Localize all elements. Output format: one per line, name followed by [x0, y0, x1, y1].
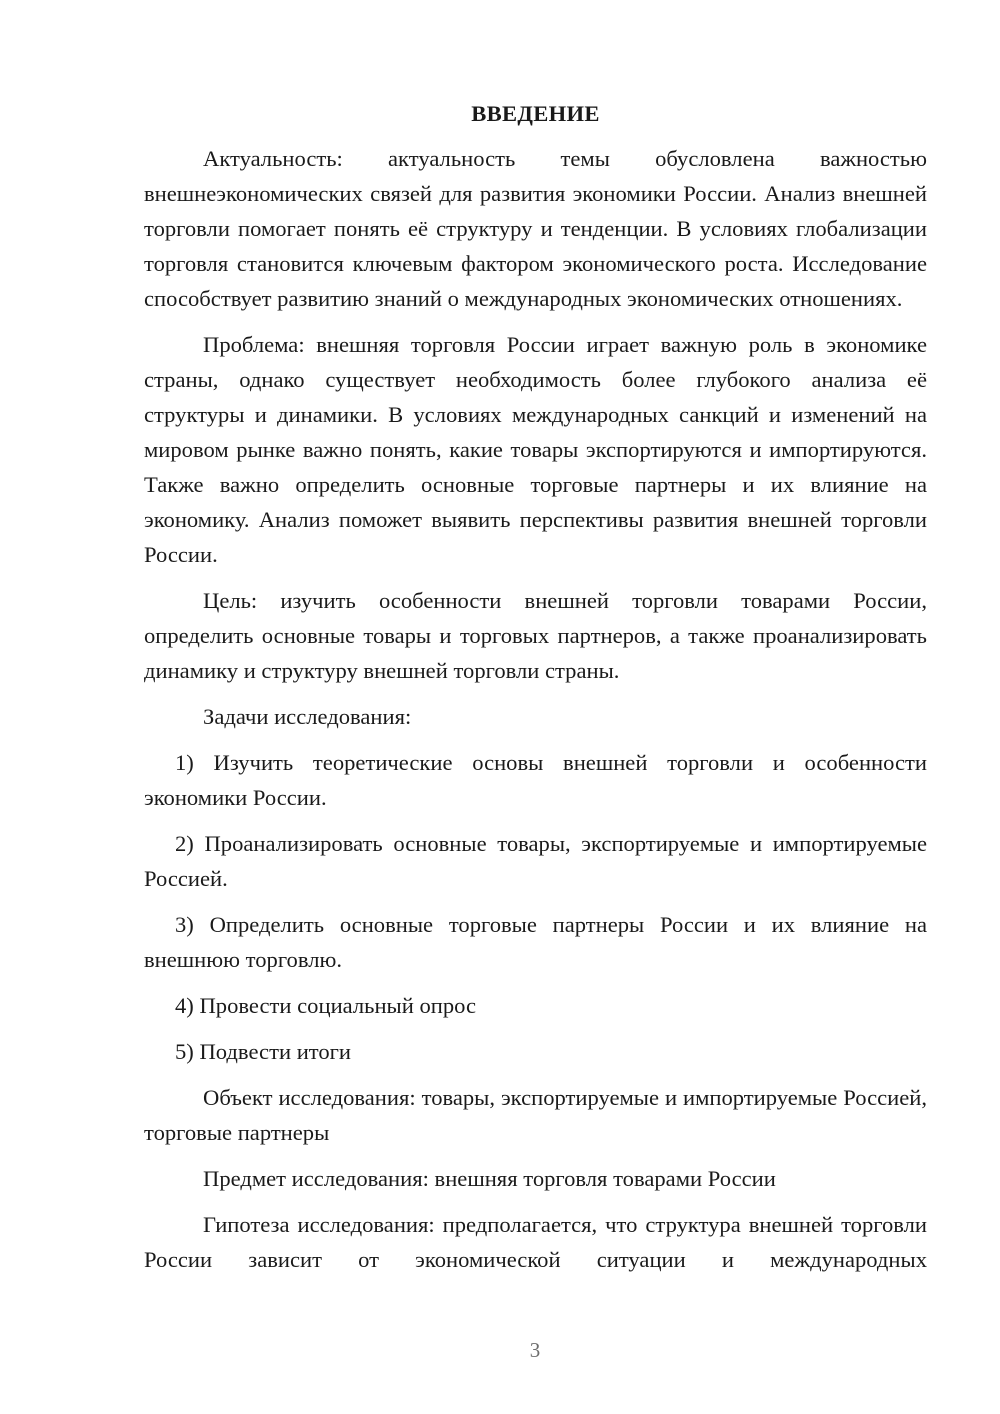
task-item-3: 3) Определить основные торговые партнеры России и их влияние на внешнюю торговлю.	[144, 912, 927, 972]
task-item-1: 1) Изучить теоретические основы внешней торговли и особенности экономики России.	[144, 750, 927, 810]
paragraph-goal: Цель: изучить особенности внешней торговли товарами России, определить основные товары и торговых партнеров, а также проанализировать динамику и структуру внешней торговли страны.	[144, 588, 927, 683]
tasks-heading: Задачи исследования:	[203, 704, 412, 729]
page-content	[144, 96, 927, 1277]
paragraph-hypothesis: Гипотеза исследования: предполагается, что структура внешней торговли России зависит от экономической ситуации и международных	[144, 1212, 927, 1272]
paragraph-subject: Предмет исследования: внешняя торговля товарами России	[203, 1166, 776, 1191]
paragraph-object: Объект исследования: товары, экспортируемые и импортируемые Россией, торговые партнеры	[144, 1085, 927, 1145]
task-item-5: 5) Подвести итоги	[175, 1039, 352, 1064]
page-title: ВВЕДЕНИЕ	[471, 101, 600, 126]
task-item-4: 4) Провести социальный опрос	[175, 993, 477, 1018]
paragraph-relevance: Актуальность: актуальность темы обусловлена важностью внешнеэкономических связей для развития экономики России. Анализ внешней торговли помогает понять её структуру и тенденции. В условиях глобализации торговля становится ключевым фактором экономического роста. Исследование способствует развитию знаний о международных экономических отношениях.	[144, 146, 927, 311]
task-item-2: 2) Проанализировать основные товары, экспортируемые и импортируемые Россией.	[144, 831, 927, 891]
page-number: 3	[529, 1338, 541, 1362]
paragraph-problem: Проблема: внешняя торговля России играет важную роль в экономике страны, однако существует необходимость более глубокого анализа её структуры и динамики. В условиях международных санкций и изменений на мировом рынке важно понять, какие товары экспортируются и импортируются. Также важно определить основные торговые партнеры и их влияние на экономику. Анализ поможет выявить перспективы развития внешней торговли России.	[144, 332, 927, 567]
